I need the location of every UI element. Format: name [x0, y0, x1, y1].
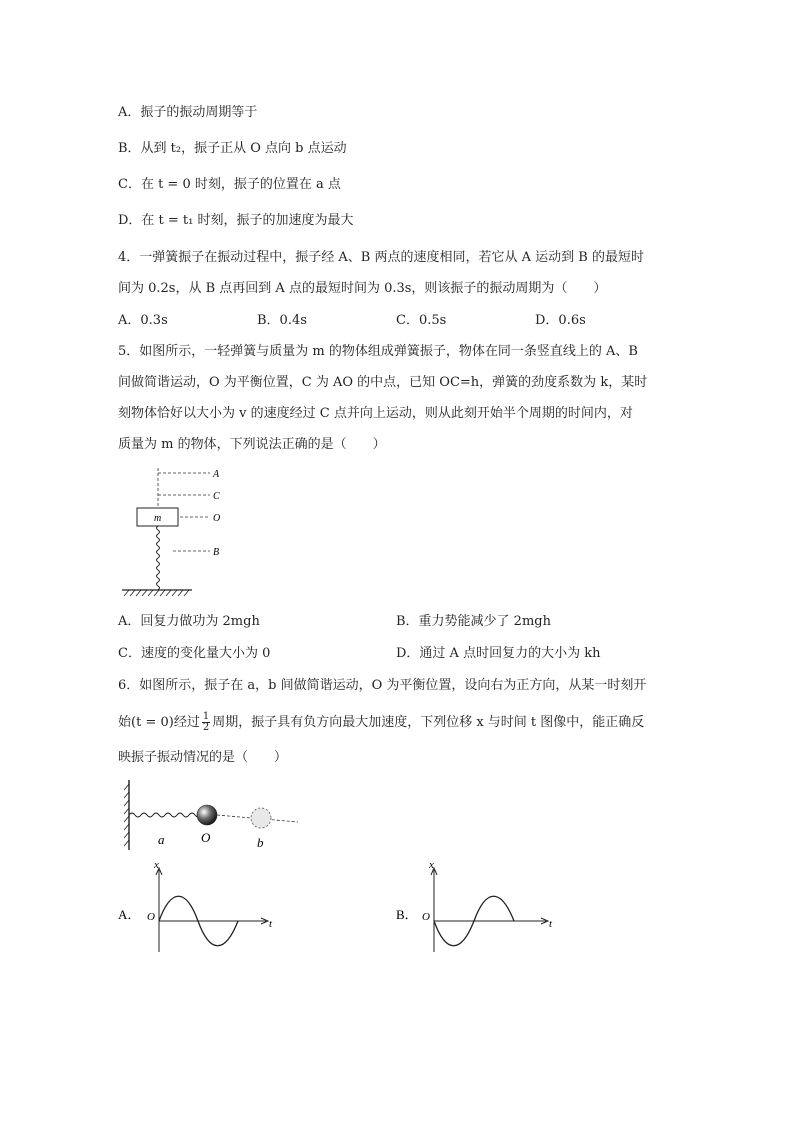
label-a: A	[213, 469, 220, 480]
q4-stem-line-1: 4．一弹簧振子在振动过程中，振子经 A、B 两点的速度相同，若它从 A 运动到 B 的最短时	[118, 250, 644, 265]
q5-spring-figure	[118, 462, 228, 597]
q6-stem-line-3: 映振子振动情况的是（ ）	[118, 750, 288, 765]
q5-option-b: B．重力势能减少了 2mgh	[396, 614, 551, 629]
q6-stem-line-2	[118, 712, 644, 733]
q6-line2-start: 始	[118, 714, 132, 730]
q5-option-a: A．回复力做功为 2mgh	[118, 614, 260, 629]
half-fraction	[202, 712, 210, 733]
q4-option-c: C．0.5s	[396, 313, 447, 328]
fraction-denominator: 2	[202, 722, 210, 733]
graph-a-t-label: t	[269, 918, 273, 930]
q6-line2-end: 周期，振子具有负方向最大加速度，下列位移 x 与时间 t 图像中，能正确反	[212, 714, 645, 730]
ghost-ball	[251, 808, 271, 828]
q5-stem-line-2: 间做简谐运动，O 为平衡位置，C 为 AO 的中点，已知 OC=h，弹簧的劲度系数为 k，某时	[118, 375, 648, 390]
q6-stem-line-1: 6．如图所示，振子在 a，b 间做简谐运动，O 为平衡位置，设向右为正方向，从某一时刻开	[118, 678, 647, 693]
label-o: O	[213, 513, 221, 524]
fraction-numerator: 1	[202, 711, 210, 722]
q3-option-d: D．在 t = t₁ 时刻，振子的加速度为最大	[118, 213, 354, 228]
ground-hatch	[124, 590, 189, 596]
mass-label: m	[154, 513, 162, 524]
spring-coil	[157, 526, 160, 590]
q5-stem-line-4: 质量为 m 的物体，下列说法正确的是（ ）	[118, 437, 386, 452]
q5-stem-line-1: 5．如图所示，一轻弹簧与质量为 m 的物体组成弹簧振子，物体在同一条竖直线上的 A、B	[118, 344, 638, 359]
label-b: B	[213, 547, 220, 558]
q3-option-c: C．在 t = 0 时刻，振子的位置在 a 点	[118, 177, 341, 192]
q5-option-d: D．通过 A 点时回复力的大小为 kh	[396, 646, 601, 661]
q3-option-b: B．从到 t₂，振子正从 O 点向 b 点运动	[118, 141, 347, 156]
q4-option-d: D．0.6s	[535, 313, 586, 328]
label-o-ball: O	[201, 830, 211, 845]
oscillator-ball	[197, 805, 217, 825]
graph-b-x-label: x	[429, 859, 434, 871]
label-b-small: b	[257, 835, 264, 850]
graph-b-origin-label: O	[422, 911, 430, 923]
q4-option-a: A．0.3s	[118, 313, 168, 328]
graph-a-x-label: x	[154, 859, 159, 871]
q6-spring-figure	[118, 778, 303, 853]
label-a-small: a	[158, 832, 165, 847]
q6-t-equals-zero: (t = 0)	[131, 714, 174, 730]
q6-graph-b	[396, 858, 556, 956]
q6-graph-a	[118, 858, 278, 956]
graph-a-origin-label: O	[147, 911, 155, 923]
q6-line2-mid: 经过	[173, 714, 200, 730]
graph-b-t-label: t	[549, 918, 553, 930]
q3-option-a: A．振子的振动周期等于	[118, 105, 258, 120]
q4-option-b: B．0.4s	[257, 313, 307, 328]
q5-option-c: C．速度的变化量大小为 0	[118, 646, 271, 661]
label-c: C	[213, 491, 220, 502]
wall-hatch	[124, 784, 129, 846]
q4-stem-line-2: 间为 0.2s，从 B 点再回到 A 点的最短时间为 0.3s，则该振子的振动周期为（ ）	[118, 281, 607, 296]
q5-stem-line-3: 刻物体恰好以大小为 v 的速度经过 C 点并向上运动，则从此刻开始半个周期的时间内，对	[118, 406, 633, 421]
graph-b-label: B．	[396, 907, 418, 922]
graph-a-label: A．	[118, 907, 141, 922]
